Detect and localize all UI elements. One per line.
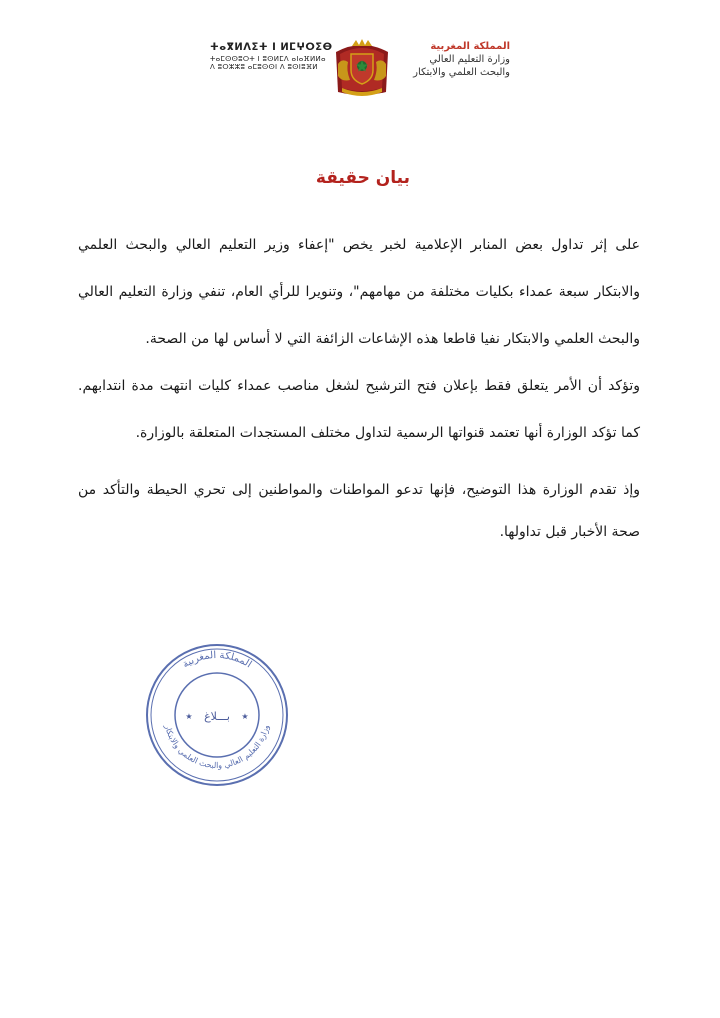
arabic-name-block (396, 40, 510, 79)
arabic-kingdom-name: المملكة المغربية (430, 41, 510, 52)
letterhead (0, 36, 720, 106)
arabic-ministry-line2: والبحث العلمي والابتكار (413, 67, 510, 78)
document-body (78, 222, 640, 553)
stamp-outer-top-text: المملكة المغربية (180, 649, 254, 671)
stamp-star-left-icon: ★ (185, 712, 193, 721)
stamp-outer-bottom-text: وزارة التعليم العالي والبحث العلمي والابتكار (163, 723, 271, 771)
document-title: بيان حقيقة (315, 168, 410, 188)
tifinagh-ministry-line2: ⴷ ⵓⵔⵣⵣⵓ ⴰⵎⵓⵙⵙⵏ ⴷ ⵓⵙⵏⵓⴼⵍ (210, 63, 318, 72)
tifinagh-name-block (210, 42, 333, 72)
paragraph-1: على إثر تداول بعض المنابر الإعلامية لخبر يخص "إعفاء وزير التعليم العالي والبحث العلمي والابتكار سبعة عمداء بكليات مختلفة من مهامهم"، وتنويرا للرأي العام، تنفي وزارة التعليم العالي والبحث العلمي والابتكار نفيا قاطعا هذه الإشاعات الزائفة التي لا أساس لها من الصحة. (78, 237, 640, 347)
stamp-center-text: بـــلاغ (204, 710, 230, 723)
stamp-star-right-icon: ★ (241, 712, 249, 721)
tifinagh-ministry-line1: ⵜⴰⵎⵙⵙⵓⵔⵜ ⵏ ⵓⵙⵍⵎⴷ ⴰⵏⴰⴼⵍⵍⴰ (210, 54, 326, 63)
coat-of-arms-emblem (330, 36, 394, 100)
paragraph-2: وتؤكد أن الأمر يتعلق فقط بإعلان فتح الترشيح لشغل مناصب عمداء كليات انتهت مدة انتدابهم. كما تؤكد الوزارة أنها تعتمد قنواتها الرسمية لتداول مختلف المستجدات المتعلقة بالوزارة. (78, 378, 640, 441)
official-stamp (142, 640, 292, 790)
paragraph-3: وإذ تقدم الوزارة هذا التوضيح، فإنها تدعو المواطنات والمواطنين إلى تحري الحيطة والتأكد من صحة الأخبار قبل تداولها. (78, 482, 640, 540)
arabic-ministry-line1: وزارة التعليم العالي (429, 54, 510, 65)
tifinagh-kingdom: ⵜⴰⴳⵍⴷⵉⵜ ⵏ ⵍⵎⵖⵔⵉⴱ (210, 42, 333, 53)
